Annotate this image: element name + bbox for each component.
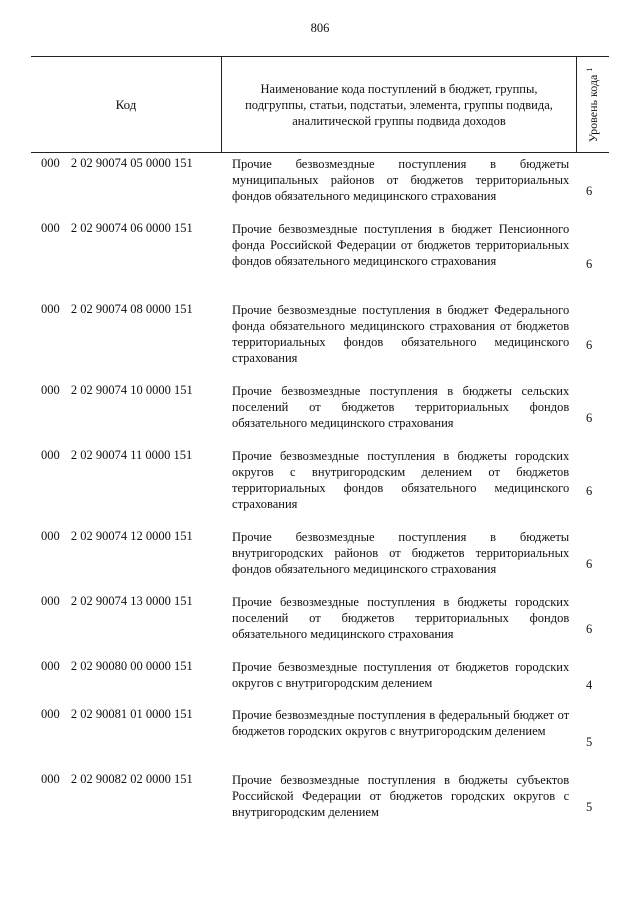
table-row — [31, 297, 609, 378]
revenue-code: 2 02 90074 13 0000 151 — [70, 594, 193, 608]
code-level: 6 — [585, 256, 593, 271]
admin-code: 000 — [41, 302, 60, 316]
code-level: 6 — [585, 556, 593, 571]
code-level: 4 — [585, 678, 593, 692]
revenue-name: Прочие безвозмездные поступления в бюджет Федерального фонда обязательного медицинского страхования от бюджетов территориальных фондов обязательного медицинского страхования — [232, 303, 570, 365]
table-row — [31, 216, 609, 297]
table-body — [31, 151, 609, 832]
admin-code: 000 — [41, 156, 60, 170]
table-row — [31, 589, 609, 654]
admin-code: 000 — [41, 529, 60, 543]
revenue-name: Прочие безвозмездные поступления в бюджет Пенсионного фонда Российской Федерации от бюджетов территориальных фондов обязательного медицинского страхования — [232, 222, 570, 268]
admin-code: 000 — [41, 707, 60, 721]
revenue-code: 2 02 90074 08 0000 151 — [70, 302, 193, 316]
revenue-code: 2 02 90074 05 0000 151 — [70, 156, 193, 170]
admin-code: 000 — [41, 772, 60, 786]
code-level: 5 — [585, 734, 593, 749]
header-level-footnote: 1 — [585, 67, 594, 72]
revenue-code: 2 02 90082 02 0000 151 — [70, 772, 193, 786]
table-row — [31, 524, 609, 589]
table-row — [31, 151, 609, 216]
code-level: 6 — [585, 337, 593, 352]
revenue-name: Прочие безвозмездные поступления в бюджеты сельских поселений от бюджетов территориальных фондов обязательного медицинского страхования — [232, 384, 570, 430]
code-level: 6 — [585, 621, 593, 636]
code-level: 6 — [585, 483, 593, 498]
revenue-code: 2 02 90074 10 0000 151 — [70, 383, 193, 397]
header-code: Код — [115, 96, 137, 112]
table-row — [31, 654, 609, 702]
revenue-code: 2 02 90074 11 0000 151 — [70, 448, 193, 462]
revenue-name: Прочие безвозмездные поступления в бюджеты муниципальных районов от бюджетов территориальных фондов обязательного медицинского страхования — [232, 157, 570, 203]
admin-code: 000 — [41, 221, 60, 235]
revenue-code: 2 02 90080 00 0000 151 — [70, 659, 193, 673]
admin-code: 000 — [41, 383, 60, 397]
table-row — [31, 702, 609, 767]
table-row — [31, 378, 609, 443]
revenue-name: Прочие безвозмездные поступления в бюджеты внутригородских районов от бюджетов территориальных фондов обязательного медицинского страхования — [232, 530, 570, 576]
header-name: Наименование кода поступлений в бюджет, группы, подгруппы, статьи, подстатьи, элемента, группы подвида, аналитической группы подвида доходов — [221, 57, 577, 152]
admin-code: 000 — [41, 448, 60, 462]
code-level: 6 — [585, 410, 593, 425]
revenue-name: Прочие безвозмездные поступления в бюджеты субъектов Российской Федерации от бюджетов городских округов с внутригородским делением — [232, 773, 570, 819]
table-row — [31, 767, 609, 832]
revenue-name: Прочие безвозмездные поступления в бюджеты городских округов с внутригородским делением от бюджетов территориальных фондов обязательного медицинского страхования — [232, 449, 570, 511]
revenue-code: 2 02 90074 12 0000 151 — [70, 529, 193, 543]
admin-code: 000 — [41, 594, 60, 608]
revenue-code: 2 02 90081 01 0000 151 — [70, 707, 193, 721]
header-level — [577, 57, 609, 152]
table-row — [31, 443, 609, 524]
page-number: 806 — [310, 21, 330, 35]
header-level-label: Уровень кода — [586, 74, 600, 142]
code-level: 6 — [585, 183, 593, 198]
revenue-name: Прочие безвозмездные поступления в бюджеты городских поселений от бюджетов территориальных фондов обязательного медицинского страхования — [232, 595, 570, 641]
admin-code: 000 — [41, 659, 60, 673]
revenue-name: Прочие безвозмездные поступления в федеральный бюджет от бюджетов городских округов с внутригородским делением — [232, 708, 570, 738]
revenue-code: 2 02 90074 06 0000 151 — [70, 221, 193, 235]
code-level: 5 — [585, 799, 593, 814]
table-header — [31, 56, 609, 153]
revenue-name: Прочие безвозмездные поступления от бюджетов городских округов с внутригородским делением — [232, 660, 570, 690]
